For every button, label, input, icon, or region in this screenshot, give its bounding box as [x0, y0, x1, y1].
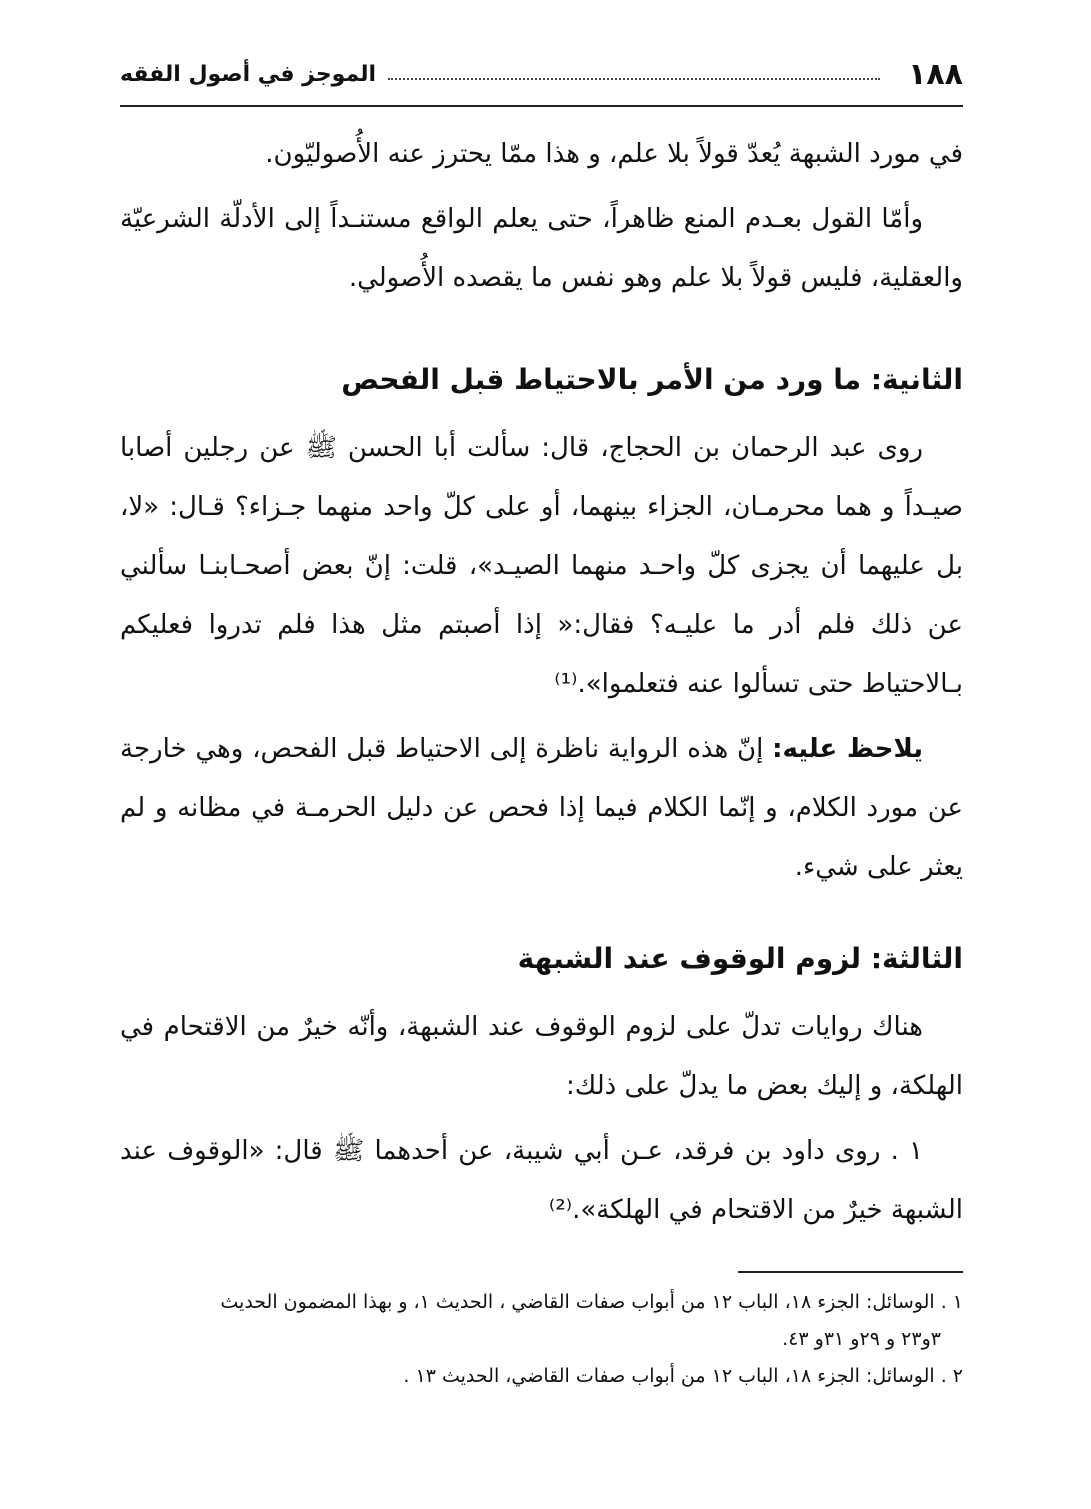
paragraph-1: في مورد الشبهة يُعدّ قولاً بلا علم، و هذا ممّا يحترز عنه الأُصوليّون. [265, 139, 963, 169]
paragraph-4 [120, 720, 963, 897]
section-heading-2: الثانية: ما ورد من الأمر بالاحتياط قبل الفحص [341, 363, 963, 396]
page-number: ١٨٨ [908, 56, 963, 92]
section-heading-3: الثالثة: لزوم الوقوف عند الشبهة [517, 942, 963, 975]
running-title: الموجز في أصول الفقه [120, 61, 377, 87]
paragraph-5: هناك روايات تدلّ على لزوم الوقوف عند الشبهة، وأنّه خيرٌ من الاقتحام في الهلكة، و إليك بعض ما يدلّ على ذلك: [120, 1012, 963, 1101]
footnotes [120, 1284, 963, 1395]
header-rule [120, 105, 963, 107]
main-text [120, 125, 963, 1246]
paragraph-4-text: إنّ هذه الرواية ناظرة إلى الاحتياط قبل الفحص، وهي خارجة عن مورد الكلام، و إنّما الكلام فيما إذا فحص عن دليل الحرمـة في مظانه و لم يعثر على شيء. [120, 734, 963, 882]
footnote-rule [738, 1271, 963, 1273]
footnote-1-continuation: ٣و٢٣ و ٢٩و ٣١و ٤٣. [782, 1328, 941, 1350]
paragraph-2: وأمّا القول بعـدم المنع ظاهراً، حتى يعلم الواقع مستنـداً إلى الأدلّة الشرعيّة والعقلية، فليس قولاً بلا علم وهو نفس ما يقصده الأُصولي. [120, 204, 963, 293]
footnote-1: ١ . الوسائل: الجزء ١٨، الباب ١٢ من أبواب صفات القاضي ، الحديث ١، و بهذا المضمون الحديث [220, 1291, 963, 1313]
paragraph-4-lead: يلاحظ عليه: [772, 734, 923, 764]
paragraph-6: ١ . روى داود بن فرقد، عـن أبي شيبة، عن أحدهما ﷺ قال: «الوقوف عند الشبهة خيرٌ من الاقتحام في الهلكة».⁽²⁾ [120, 1136, 963, 1225]
page-header [120, 52, 963, 96]
footnote-2: ٢ . الوسائل: الجزء ١٨، الباب ١٢ من أبواب صفات القاضي، الحديث ١٣ . [403, 1365, 963, 1387]
paragraph-3: روى عبد الرحمان بن الحجاج، قال: سألت أبا الحسن ﷺ عن رجلين أصابا صيـداً و هما محرمـان، الجزاء بينهما، أو على كلّ واحد منهما جـزاء؟ قـال: «لا، بل عليهما أن يجزى كلّ واحـد منهما الصيـد»، قلت: إنّ بعض أصحـابنـا سألني عن ذلك فلم أدر ما عليـه؟ فقال:« إذا أصبتم مثل هذا فلم تدروا فعليكم بـالاحتياط حتى تسألوا عنه فتعلموا».⁽¹⁾ [120, 433, 963, 699]
header-dot-leader [388, 78, 880, 80]
